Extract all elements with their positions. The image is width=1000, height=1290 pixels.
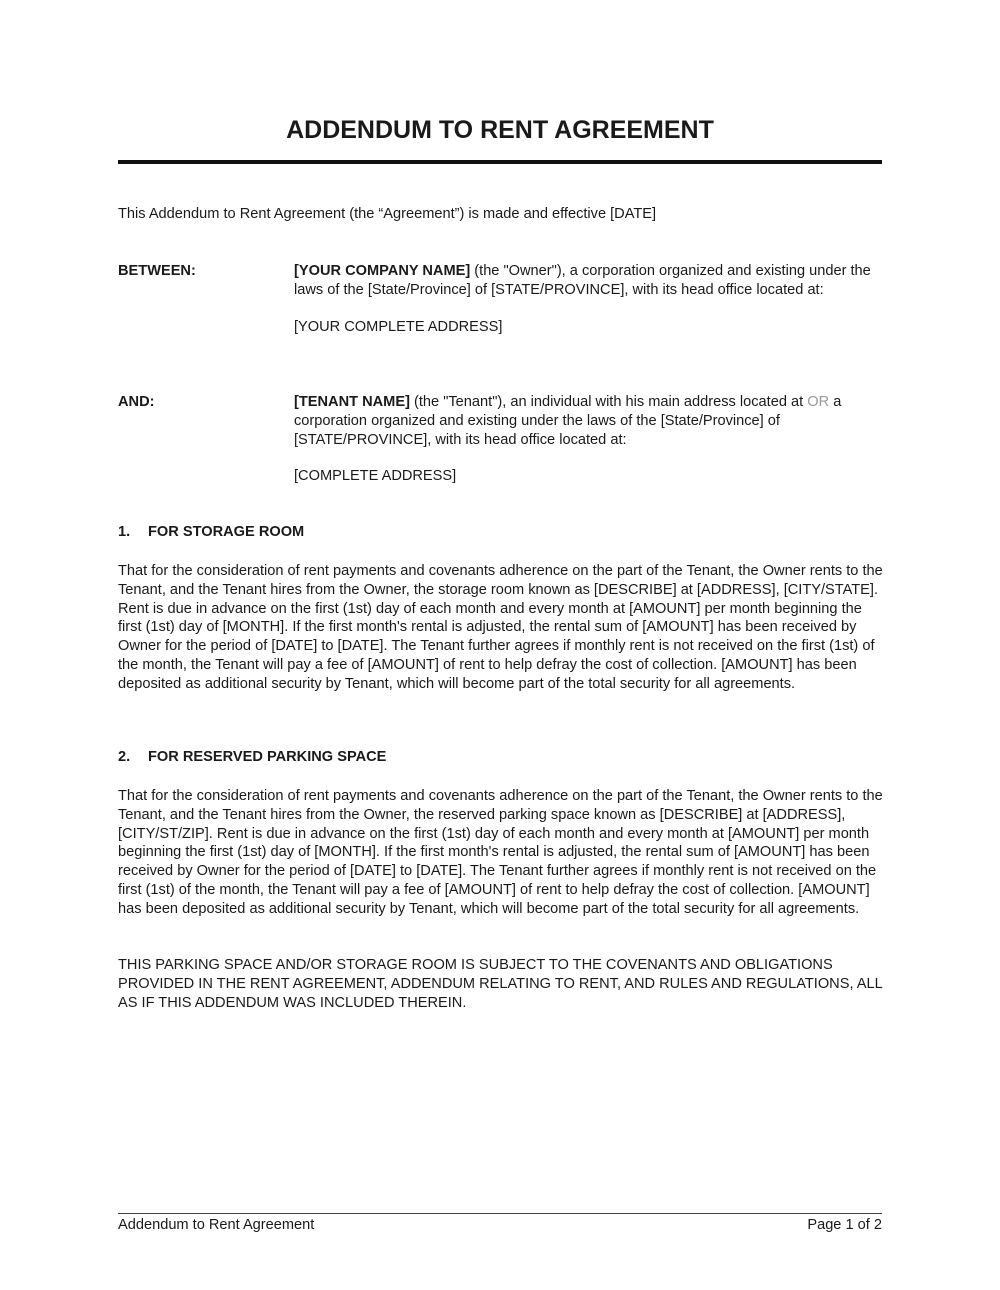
owner-address: [YOUR COMPLETE ADDRESS] [294, 318, 503, 335]
party-tenant-body [294, 393, 884, 486]
footer-document-name: Addendum to Rent Agreement [118, 1217, 315, 1233]
section-heading-storage-room [118, 524, 304, 540]
party-label-and: AND: [118, 394, 155, 410]
party-owner-description [294, 262, 884, 300]
or-marker: OR [807, 394, 830, 410]
party-owner-body [294, 262, 884, 336]
tenant-details-1: (the "Tenant"), an individual with his main address located at [409, 394, 808, 410]
title-divider [118, 160, 882, 164]
section-number: 1. [118, 524, 131, 540]
party-tenant-description [294, 393, 884, 449]
closing-clause: THIS PARKING SPACE AND/OR STORAGE ROOM IS SUBJECT TO THE COVENANTS AND OBLIGATIONS PROVIDED IN THE RENT AGREEMENT, ADDENDUM RELATING TO RENT, AND RULES AND REGULATIONS, ALL AS IF THIS ADDENDUM WAS INCLUDED THEREIN. [118, 957, 883, 1011]
owner-details: (the "Owner"), a corporation organized and existing under the laws of the [State/Province] of [STATE/PROVINCE], with its head office located at: [294, 263, 871, 298]
tenant-address: [COMPLETE ADDRESS] [294, 468, 457, 485]
section-title: FOR STORAGE ROOM [148, 524, 305, 540]
section-heading-parking-space [118, 749, 386, 765]
document-title: ADDENDUM TO RENT AGREEMENT [286, 116, 714, 144]
footer-page-number: Page 1 of 2 [807, 1217, 882, 1233]
intro-paragraph: This Addendum to Rent Agreement (the “Agreement”) is made and effective [DATE] [118, 206, 657, 222]
section-number: 2. [118, 749, 131, 765]
footer-divider [118, 1213, 882, 1214]
party-label-between: BETWEEN: [118, 263, 196, 279]
section-body-parking-space: That for the consideration of rent payments and covenants adherence on the part of the Tenant, the Owner rents to the Tenant, and the Tenant hires from the Owner, the reserved parking space known as [DESCRIBE] at [ADDRESS], [CITY/ST/ZIP]. Rent is due in advance on the first (1st) day of each month and every month at [AMOUNT] per month beginning the first (1st) day of [MONTH]. If the first month's rental is adjusted, the rental sum of [AMOUNT] has been received by Owner for the period of [DATE] to [DATE]. The Tenant further agrees if monthly rent is not received on the first (1st) of the month, the Tenant will pay a fee of [AMOUNT] of rent to help defray the cost of collection. [AMOUNT] has been deposited as additional security by Tenant, which will become part of the total security for all agreements. [118, 788, 883, 917]
tenant-details-2: a corporation organized and existing under the laws of the [State/Province] of [STATE/PROVINCE], with its head office located at: [294, 394, 842, 448]
section-body-storage-room: That for the consideration of rent payments and covenants adherence on the part of the Tenant, the Owner rents to the Tenant, and the Tenant hires from the Owner, the storage room known as [DESCRIBE] at [ADDRESS], [CITY/STATE]. Rent is due in advance on the first (1st) day of each month and every month at [AMOUNT] per month beginning the first (1st) day of [MONTH]. If the first month's rental is adjusted, the rental sum of [AMOUNT] has been received by Owner for the period of [DATE] to [DATE]. The Tenant further agrees if monthly rent is not received on the first (1st) of the month, the Tenant will pay a fee of [AMOUNT] of rent to help defray the cost of collection. [AMOUNT] has been deposited as additional security by Tenant, which will become part of the total security for all agreements. [118, 563, 883, 692]
section-title: FOR RESERVED PARKING SPACE [148, 749, 387, 765]
tenant-name: [TENANT NAME] [294, 394, 410, 410]
owner-name: [YOUR COMPANY NAME] [294, 263, 471, 279]
